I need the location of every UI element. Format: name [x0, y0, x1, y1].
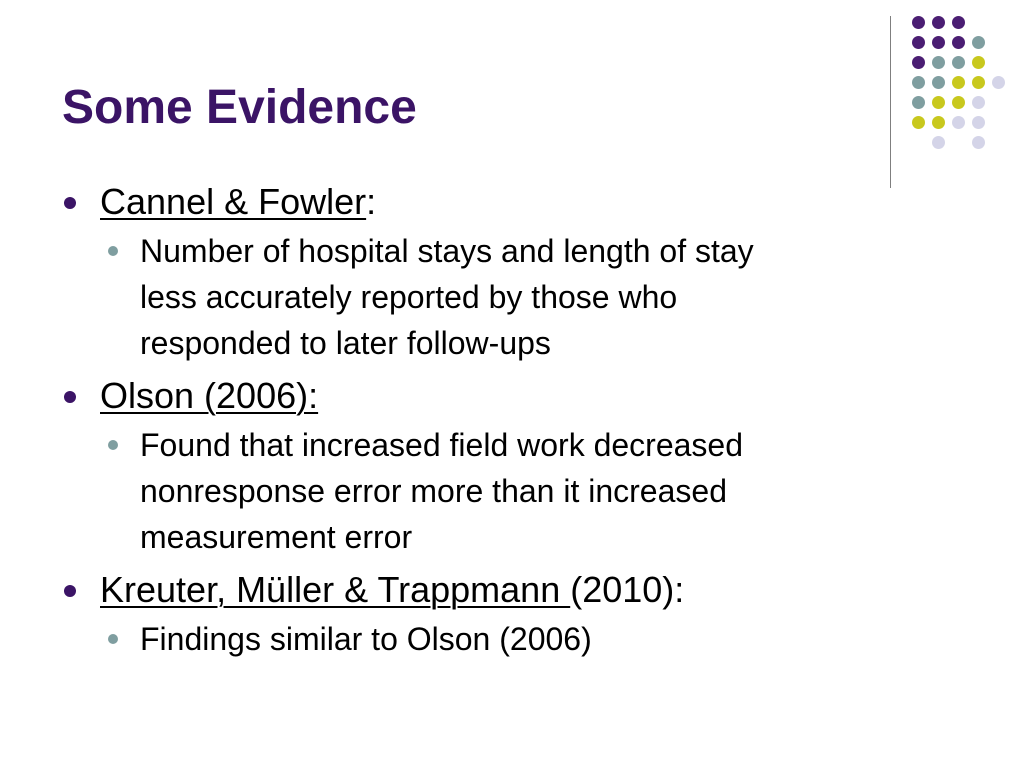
decorative-dot — [972, 136, 985, 149]
decorative-dot — [992, 76, 1005, 89]
decorative-dot — [912, 116, 925, 129]
bullet-item-kreuter — [62, 568, 942, 612]
decorative-dot — [932, 56, 945, 69]
decorative-dot — [932, 116, 945, 129]
sub-bullet-line: Number of hospital stays and length of stay — [140, 233, 754, 269]
decorative-dot — [912, 96, 925, 109]
decorative-dot — [952, 16, 965, 29]
bullet-dot-icon — [64, 391, 76, 403]
sub-bullet-item — [62, 228, 942, 366]
decorative-dot — [912, 36, 925, 49]
bullet-dot-icon — [64, 585, 76, 597]
slide-body — [62, 180, 942, 670]
bullet-item-cannel-fowler — [62, 180, 942, 224]
sub-bullet-line: measurement error — [140, 519, 413, 555]
decorative-dot — [952, 76, 965, 89]
sub-bullet-dot-icon — [108, 246, 118, 256]
sub-bullet-dot-icon — [108, 440, 118, 450]
decorative-dot — [912, 76, 925, 89]
decorative-dot — [972, 76, 985, 89]
sub-bullet-line: less accurately reported by those who — [140, 279, 678, 315]
heading-link[interactable]: Olson (2006): — [100, 375, 319, 416]
sub-bullet-dot-icon — [108, 634, 118, 644]
decorative-dot — [932, 36, 945, 49]
title-divider-line — [890, 16, 891, 188]
decorative-dot — [972, 56, 985, 69]
sub-bullet-line: responded to later follow-ups — [140, 325, 551, 361]
slide-title: Some Evidence — [62, 81, 417, 134]
sub-bullet-line: Findings similar to Olson (2006) — [140, 621, 592, 657]
decorative-dot — [972, 116, 985, 129]
decorative-dot — [952, 36, 965, 49]
sub-bullet-line: Found that increased field work decreased — [140, 427, 744, 463]
decorative-dot — [952, 56, 965, 69]
decorative-dot — [932, 76, 945, 89]
decorative-dot — [912, 16, 925, 29]
decorative-dot — [952, 116, 965, 129]
decorative-dot — [932, 136, 945, 149]
bullet-dot-icon — [64, 197, 76, 209]
decorative-dot — [972, 36, 985, 49]
decorative-dot — [912, 56, 925, 69]
sub-bullet-line: nonresponse error more than it increased — [140, 473, 727, 509]
bullet-item-olson — [62, 374, 942, 418]
decorative-dot — [972, 96, 985, 109]
decorative-dot — [932, 96, 945, 109]
sub-bullet-item — [62, 616, 942, 662]
heading-suffix: : — [366, 181, 377, 222]
decorative-dot — [932, 16, 945, 29]
decorative-dot — [952, 96, 965, 109]
heading-link[interactable]: Kreuter, Müller & Trappmann — [100, 569, 571, 610]
heading-suffix: (2010): — [570, 569, 685, 610]
heading-link[interactable]: Cannel & Fowler — [100, 181, 367, 222]
sub-bullet-item — [62, 422, 942, 560]
